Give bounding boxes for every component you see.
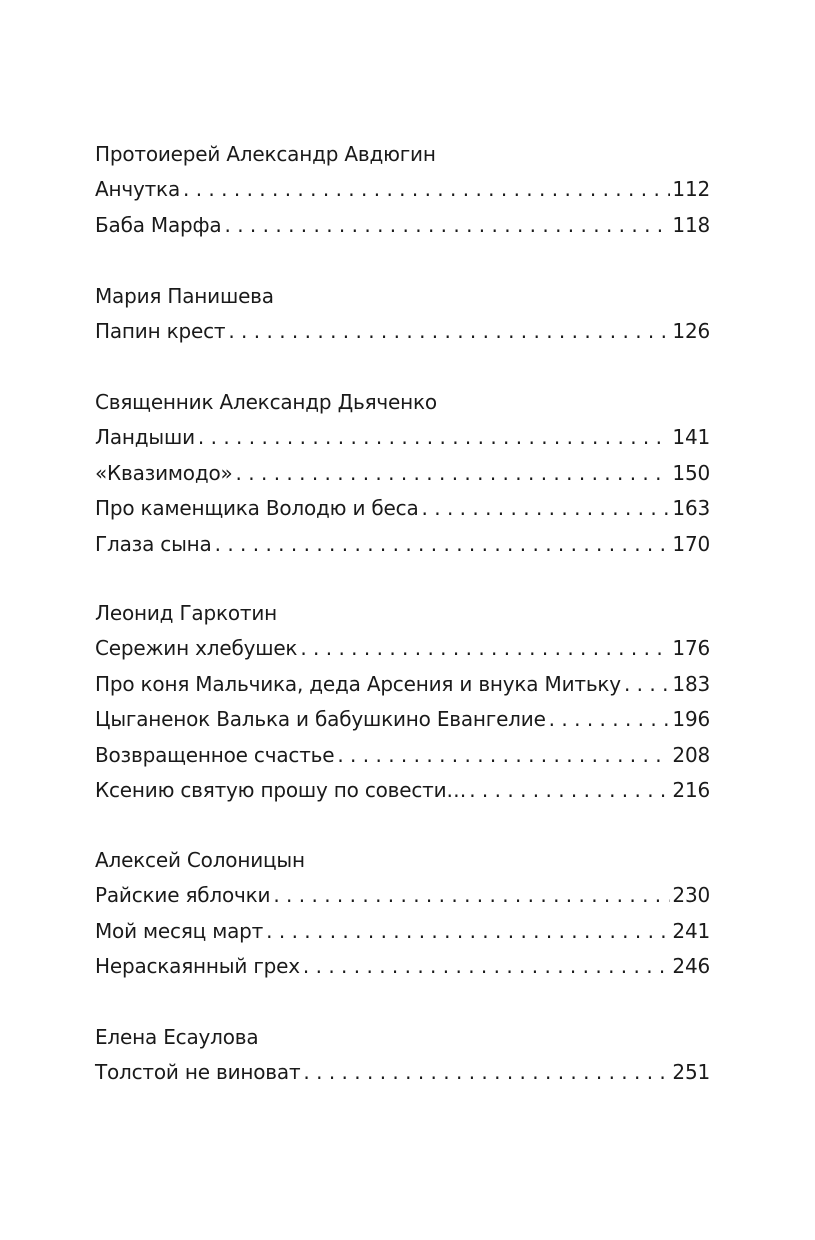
entry-page-number: 150 xyxy=(672,460,710,485)
entry-page-number: 196 xyxy=(672,707,710,731)
toc-entry[interactable] xyxy=(95,707,710,743)
toc-entry[interactable] xyxy=(95,213,710,249)
entry-page-number: 118 xyxy=(672,212,710,237)
entry-title: «Квазимодо» xyxy=(95,460,233,485)
dot-leader xyxy=(303,1060,670,1084)
dot-leader xyxy=(183,177,670,201)
entry-title: Ландыши xyxy=(95,425,195,449)
toc-section xyxy=(95,848,710,990)
toc-entry[interactable] xyxy=(95,319,710,355)
toc-entry[interactable] xyxy=(95,883,710,919)
entry-title: Папин крест xyxy=(95,319,226,343)
entry-title: Толстой не виноват xyxy=(95,1060,301,1084)
entry-page-number: 208 xyxy=(672,742,710,767)
entry-page-number: 176 xyxy=(672,636,710,660)
toc-entry[interactable] xyxy=(95,177,710,213)
author-name: Протоиерей Александр Авдюгин xyxy=(95,142,436,166)
toc-section xyxy=(95,284,710,355)
toc-entry[interactable] xyxy=(95,954,710,990)
entry-page-number: 141 xyxy=(672,425,710,449)
entry-title: Цыганенок Валька и бабушкино Евангелие xyxy=(95,707,546,731)
author-name: Елена Есаулова xyxy=(95,1025,259,1049)
entry-page-number: 112 xyxy=(672,177,710,201)
dot-leader xyxy=(215,532,671,556)
entry-title: Мой месяц март xyxy=(95,918,264,943)
toc-section xyxy=(95,601,710,814)
entry-title: Ксению святую прошу по совести… xyxy=(95,778,467,802)
toc-entry[interactable] xyxy=(95,778,710,814)
entry-page-number: 230 xyxy=(672,883,710,907)
toc-entry[interactable] xyxy=(95,532,710,568)
entry-page-number: 170 xyxy=(672,531,710,556)
entry-title: Глаза сына xyxy=(95,531,212,556)
entry-title: Нераскаянный грех xyxy=(95,954,300,978)
entry-title: Про каменщика Володю и беса xyxy=(95,496,419,520)
dot-leader xyxy=(300,636,670,660)
entry-title: Анчутка xyxy=(95,177,180,201)
dot-leader xyxy=(273,883,670,907)
toc-entry[interactable] xyxy=(95,461,710,497)
dot-leader xyxy=(228,319,670,343)
entry-title: Про коня Мальчика, деда Арсения и внука Митьку xyxy=(95,671,621,696)
author-name: Священник Александр Дьяченко xyxy=(95,390,437,414)
toc-entry[interactable] xyxy=(95,919,710,955)
entry-page-number: 126 xyxy=(672,319,710,343)
author-name: Леонид Гаркотин xyxy=(95,601,278,625)
toc-entry[interactable] xyxy=(95,743,710,779)
entry-page-number: 251 xyxy=(672,1060,710,1084)
author-name: Мария Панишева xyxy=(95,284,274,308)
entry-page-number: 183 xyxy=(672,671,710,696)
dot-leader xyxy=(266,919,670,943)
toc-section xyxy=(95,142,710,248)
toc-entry[interactable] xyxy=(95,1060,710,1096)
dot-leader xyxy=(422,496,671,520)
author-name: Алексей Солоницын xyxy=(95,848,305,872)
toc-entry[interactable] xyxy=(95,672,710,708)
dot-leader xyxy=(337,743,670,767)
entry-page-number: 246 xyxy=(672,954,710,978)
dot-leader xyxy=(469,778,670,802)
dot-leader xyxy=(549,707,671,731)
dot-leader xyxy=(236,461,671,485)
dot-leader xyxy=(198,425,671,449)
entry-page-number: 216 xyxy=(672,778,710,802)
entry-page-number: 241 xyxy=(672,918,710,943)
entry-title: Сережин хлебушек xyxy=(95,636,298,660)
toc-section xyxy=(95,390,710,567)
entry-title: Баба Марфа xyxy=(95,212,222,237)
toc-entry[interactable] xyxy=(95,496,710,532)
dot-leader xyxy=(303,954,671,978)
entry-page-number: 163 xyxy=(672,496,710,520)
entry-title: Райские яблочки xyxy=(95,883,271,907)
dot-leader xyxy=(225,213,671,237)
dot-leader xyxy=(624,672,670,696)
toc-section xyxy=(95,1025,710,1096)
toc-entry[interactable] xyxy=(95,425,710,461)
toc-entry[interactable] xyxy=(95,636,710,672)
entry-title: Возвращенное счастье xyxy=(95,742,335,767)
